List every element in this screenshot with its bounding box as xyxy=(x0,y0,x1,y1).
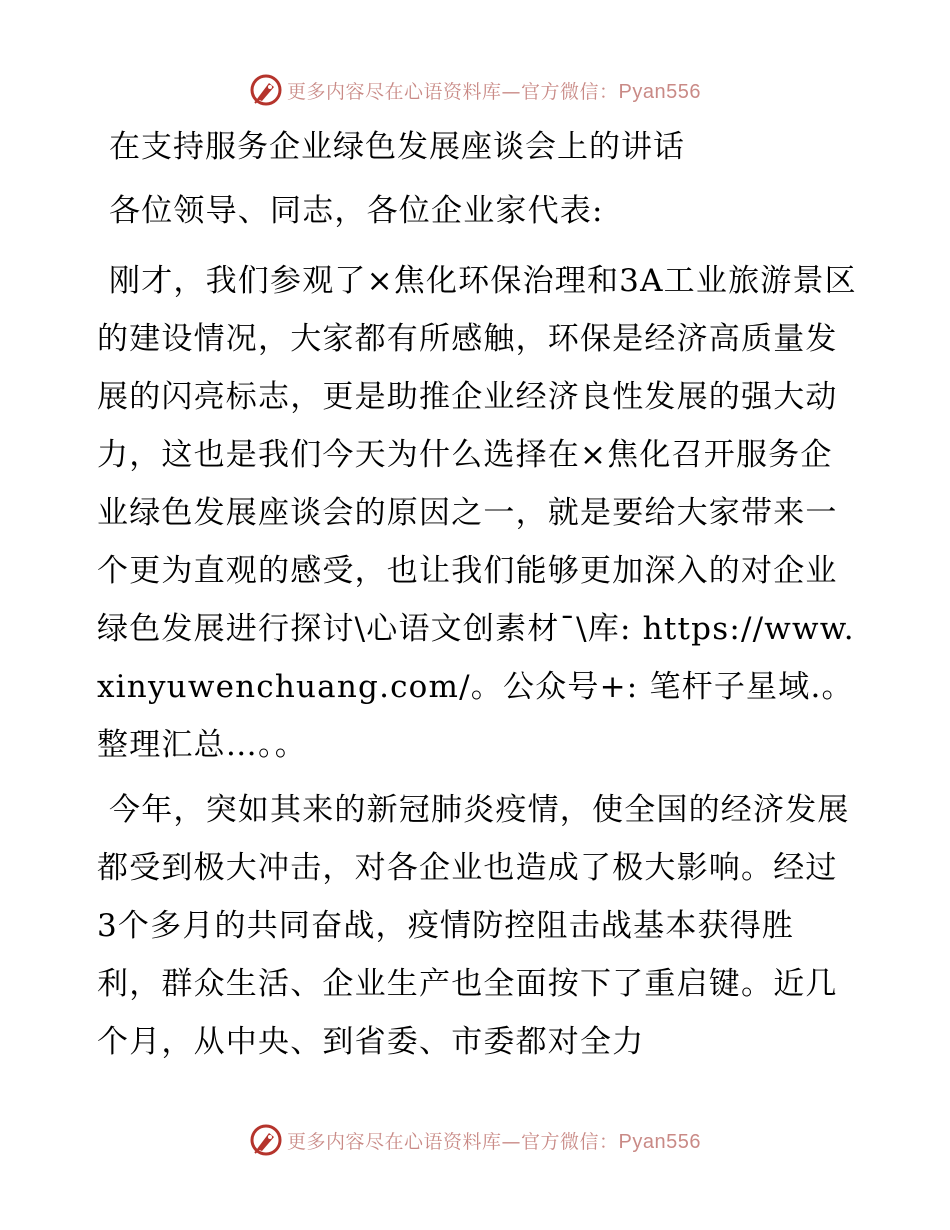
footer-banner-wechat-id: Pyan556 xyxy=(618,1130,701,1153)
paragraph-2: 今年，突如其来的新冠肺炎疫情，使全国的经济发展都受到极大冲击，对各企业也造成了极大影响。经过3个多月的共同奋战，疫情防控阻击战基本获得胜利，群众生活、企业生产也全面按下了重启键。近几个月，从中央、到省委、市委都对全力 xyxy=(97,792,850,1060)
pen-nib-logo-icon xyxy=(249,73,283,107)
pen-nib-logo-icon xyxy=(249,1123,283,1157)
footer-banner-separator: — xyxy=(501,1130,522,1153)
header-banner-suffix: 官方微信： xyxy=(521,80,619,103)
paragraph-1: 刚才，我们参观了×焦化环保治理和3A工业旅游景区的建设情况，大家都有所感触，环保是经济高质量发展的闪亮标志，更是助推企业经济良性发展的强大动力，这也是我们今天为什么选择在×焦化召开服务企业绿色发展座谈会的原因之一，就是要给大家带来一个更为直观的感受，也让我们能够更加深入的对企业绿色发展进行探讨\心语文创素材¯\库: https://www.xinyuwenchuang.com/。公众号+: 笔杆子星域.。整理汇总…。。 xyxy=(97,263,857,763)
header-banner-separator: — xyxy=(501,80,522,103)
document-title: 在支持服务企业绿色发展座谈会上的讲话 xyxy=(109,129,685,165)
header-banner-text xyxy=(287,77,701,104)
footer-banner-text xyxy=(287,1127,701,1154)
header-banner-slogan: 更多内容尽在心语资料库 xyxy=(287,80,502,103)
header-banner-wechat-id: Pyan556 xyxy=(618,80,701,103)
footer-banner-suffix: 官方微信： xyxy=(521,1130,619,1153)
header-banner xyxy=(0,70,950,110)
footer-banner xyxy=(0,1120,950,1160)
salutation: 各位领导、同志，各位企业家代表: xyxy=(109,193,604,229)
document-body xyxy=(97,122,857,1078)
footer-banner-slogan: 更多内容尽在心语资料库 xyxy=(287,1130,502,1153)
